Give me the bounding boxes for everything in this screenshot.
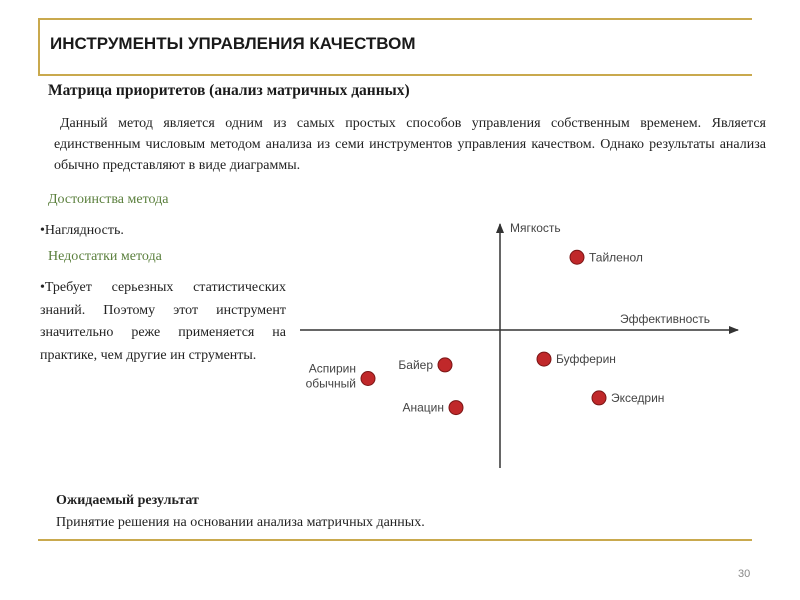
advantages-heading: Достоинства метода [48,192,169,207]
y-axis-label: Мягкость [510,221,561,235]
result-text: Принятие решения на основании анализа матричных данных. [56,515,425,530]
disadvantages-heading: Недостатки метода [48,249,162,264]
disadvantage-item: •Требует серьезных статистических знаний. Поэтому этот инструмент значительно реже применяется на практике, чем другие ин струменты. [40,280,286,363]
point-marker [570,250,584,264]
point-label: Буфферин [556,352,616,367]
point-label: Байер [398,357,433,372]
point-label: Тайленол [589,250,643,265]
data-points-layer [306,250,665,414]
point-marker [537,352,551,366]
page-number: 30 [738,568,751,580]
result-heading: Ожидаемый результат [56,493,199,508]
footer-divider [38,539,752,541]
intro-paragraph: Данный метод является одним из самых простых способов управления собственным временем. Является единственным числовым методом анализа из семи инструментов управления качеством. Однако результаты анализа обычно представляют в виде диаграммы. [54,116,766,173]
x-axis-label: Эффективность [620,312,711,326]
section-title: Матрица приоритетов (анализ матричных данных) [48,82,410,99]
point-marker [592,391,606,405]
page-title: ИНСТРУМЕНТЫ УПРАВЛЕНИЯ КАЧЕСТВОМ [50,34,416,53]
point-label: Экседрин [611,390,665,405]
point-label: Аспирин обычный [305,361,356,391]
point-marker [438,358,452,372]
point-marker [361,372,375,386]
point-marker [449,401,463,415]
advantage-item: •Наглядность. [40,223,124,238]
point-label: Анацин [402,400,444,415]
